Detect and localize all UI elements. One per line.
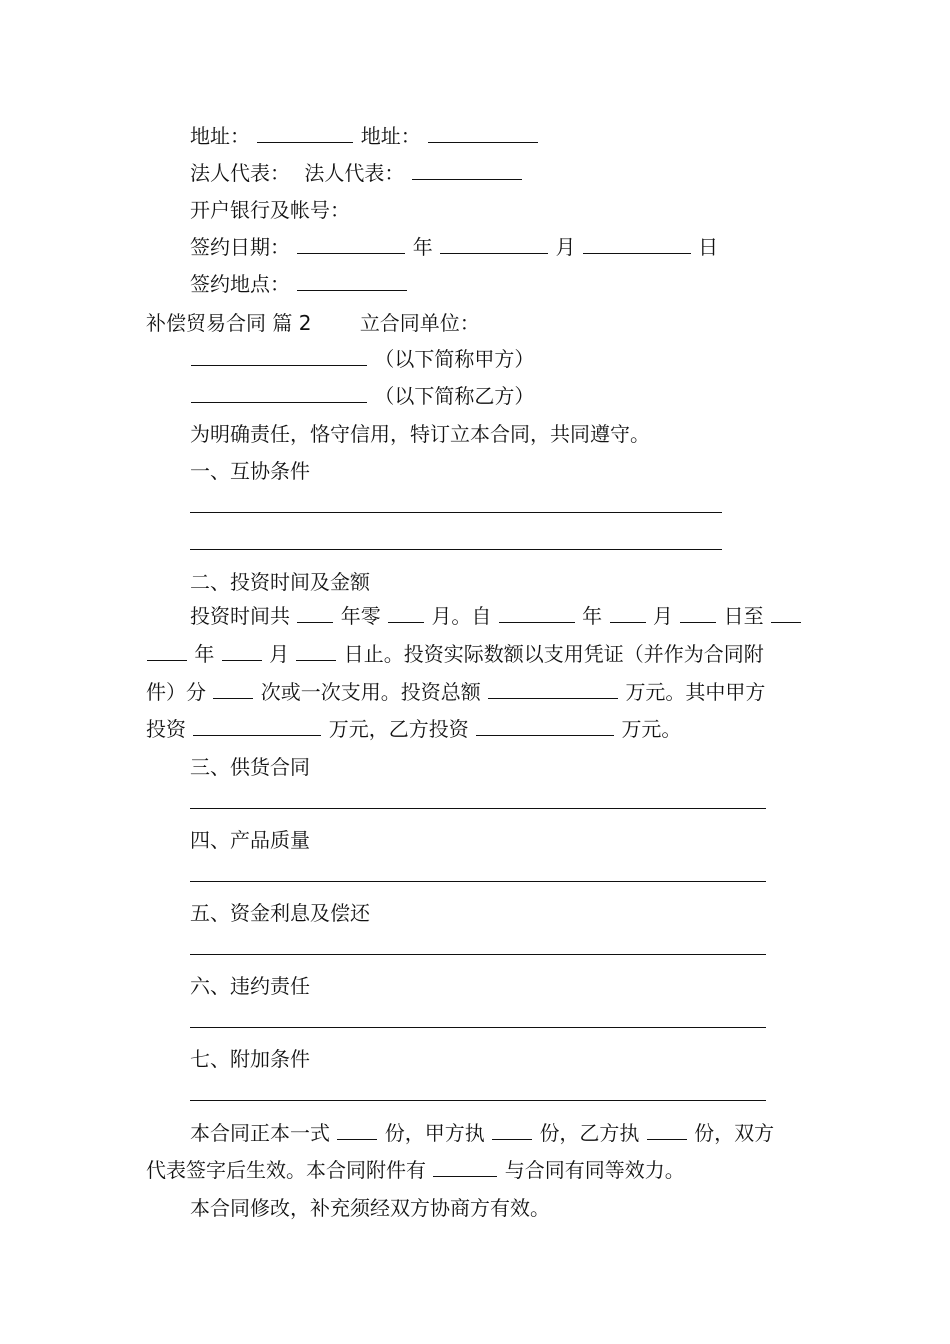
section-7-title: 七、附加条件 bbox=[190, 1047, 310, 1071]
attachments-blank bbox=[433, 1156, 497, 1177]
bank-account-label: 开户银行及帐号： bbox=[190, 198, 350, 222]
invest-start-year-blank bbox=[499, 602, 575, 623]
party-a-suffix: （以下简称甲方） bbox=[374, 347, 535, 371]
sign-place-blank bbox=[297, 270, 407, 291]
party-a-row bbox=[190, 345, 534, 373]
legal-rep-label-party-b: 法人代表： bbox=[304, 161, 405, 185]
invest-text: 年 bbox=[582, 604, 603, 628]
contract-heading: 补偿贸易合同 篇 2 bbox=[146, 311, 312, 335]
address-row bbox=[190, 122, 539, 150]
contract-heading-row bbox=[146, 309, 480, 337]
address-blank-party-a bbox=[257, 122, 353, 143]
invest-line-3 bbox=[146, 678, 765, 706]
year-label: 年 bbox=[412, 235, 433, 259]
invest-end-year-blank-a bbox=[771, 602, 801, 623]
invest-text: 投资 bbox=[146, 717, 186, 741]
copies-text: 份，乙方执 bbox=[539, 1121, 640, 1145]
day-label: 日 bbox=[698, 235, 719, 259]
invest-party-a-blank bbox=[193, 715, 321, 736]
copies-text: 份，双方 bbox=[694, 1121, 775, 1145]
invest-text: 次或一次支用。投资总额 bbox=[260, 680, 481, 704]
section-3-blank-line bbox=[190, 808, 766, 809]
invest-text: 万元。 bbox=[621, 717, 682, 741]
party-b-blank bbox=[191, 382, 367, 403]
address-label-party-b: 地址： bbox=[360, 124, 421, 148]
invest-party-b-blank bbox=[476, 715, 614, 736]
invest-text: 年零 bbox=[340, 604, 381, 628]
invest-line-2 bbox=[146, 640, 764, 668]
copies-line-2 bbox=[146, 1156, 685, 1184]
invest-line-1 bbox=[190, 602, 802, 630]
invest-text: 年 bbox=[194, 642, 215, 666]
copies-text: 代表签字后生效。本合同附件有 bbox=[146, 1158, 426, 1182]
legal-rep-blank bbox=[412, 159, 522, 180]
invest-text: 投资时间共 bbox=[190, 604, 290, 628]
amendment-clause: 本合同修改，补充须经双方协商方有效。 bbox=[190, 1196, 550, 1220]
section-6-title: 六、违约责任 bbox=[190, 974, 310, 998]
invest-text: 万元，乙方投资 bbox=[328, 717, 469, 741]
copies-text: 份，甲方执 bbox=[384, 1121, 485, 1145]
invest-text: 月 bbox=[269, 642, 290, 666]
invest-start-month-blank bbox=[610, 602, 646, 623]
copies-total-blank bbox=[337, 1119, 377, 1140]
copies-text: 与合同有同等效力。 bbox=[504, 1158, 685, 1182]
sign-place-label: 签约地点： bbox=[190, 272, 290, 296]
sign-date-blank-1 bbox=[297, 233, 405, 254]
section-1-blank-line-1 bbox=[190, 512, 722, 513]
invest-end-month-blank bbox=[222, 640, 262, 661]
invest-text: 月 bbox=[652, 604, 673, 628]
legal-rep-label-party-a: 法人代表： bbox=[190, 161, 290, 185]
section-6-blank-line bbox=[190, 1027, 766, 1028]
invest-text: 万元。其中甲方 bbox=[625, 680, 766, 704]
sign-date-row bbox=[190, 233, 718, 261]
invest-times-blank bbox=[213, 678, 253, 699]
invest-start-day-blank bbox=[680, 602, 716, 623]
party-b-row bbox=[190, 382, 534, 410]
copies-text: 本合同正本一式 bbox=[190, 1121, 330, 1145]
invest-text: 件）分 bbox=[146, 680, 206, 704]
section-1-blank-line-2 bbox=[190, 549, 722, 550]
section-5-title: 五、资金利息及偿还 bbox=[190, 901, 370, 925]
invest-years-blank bbox=[297, 602, 333, 623]
address-blank-party-b bbox=[428, 122, 538, 143]
invest-text: 日止。投资实际数额以支用凭证（并作为合同附 bbox=[343, 642, 764, 666]
section-1-title: 一、互协条件 bbox=[190, 459, 310, 483]
copies-party-b-blank bbox=[647, 1119, 687, 1140]
section-2-title: 二、投资时间及金额 bbox=[190, 570, 370, 594]
legal-rep-row bbox=[190, 159, 523, 187]
copies-party-a-blank bbox=[492, 1119, 532, 1140]
sign-place-row bbox=[190, 270, 408, 298]
invest-text: 月。自 bbox=[431, 604, 492, 628]
section-4-title: 四、产品质量 bbox=[190, 828, 310, 852]
bank-account-row bbox=[190, 196, 350, 224]
invest-months-blank bbox=[388, 602, 424, 623]
invest-total-blank bbox=[488, 678, 618, 699]
month-label: 月 bbox=[555, 235, 576, 259]
invest-end-year-blank-b bbox=[147, 640, 187, 661]
sign-date-blank-3 bbox=[583, 233, 691, 254]
party-b-suffix: （以下简称乙方） bbox=[374, 384, 535, 408]
section-5-blank-line bbox=[190, 954, 766, 955]
parties-label: 立合同单位： bbox=[359, 311, 480, 335]
section-7-blank-line bbox=[190, 1100, 766, 1101]
preamble: 为明确责任，恪守信用，特订立本合同，共同遵守。 bbox=[190, 422, 650, 446]
sign-date-blank-2 bbox=[440, 233, 548, 254]
invest-end-day-blank bbox=[296, 640, 336, 661]
sign-date-label: 签约日期： bbox=[190, 235, 290, 259]
address-label-party-a: 地址： bbox=[190, 124, 250, 148]
invest-text: 日至 bbox=[723, 604, 764, 628]
invest-line-4 bbox=[146, 715, 681, 743]
section-3-title: 三、供货合同 bbox=[190, 755, 310, 779]
copies-line-1 bbox=[190, 1119, 774, 1147]
section-4-blank-line bbox=[190, 881, 766, 882]
party-a-blank bbox=[191, 345, 367, 366]
